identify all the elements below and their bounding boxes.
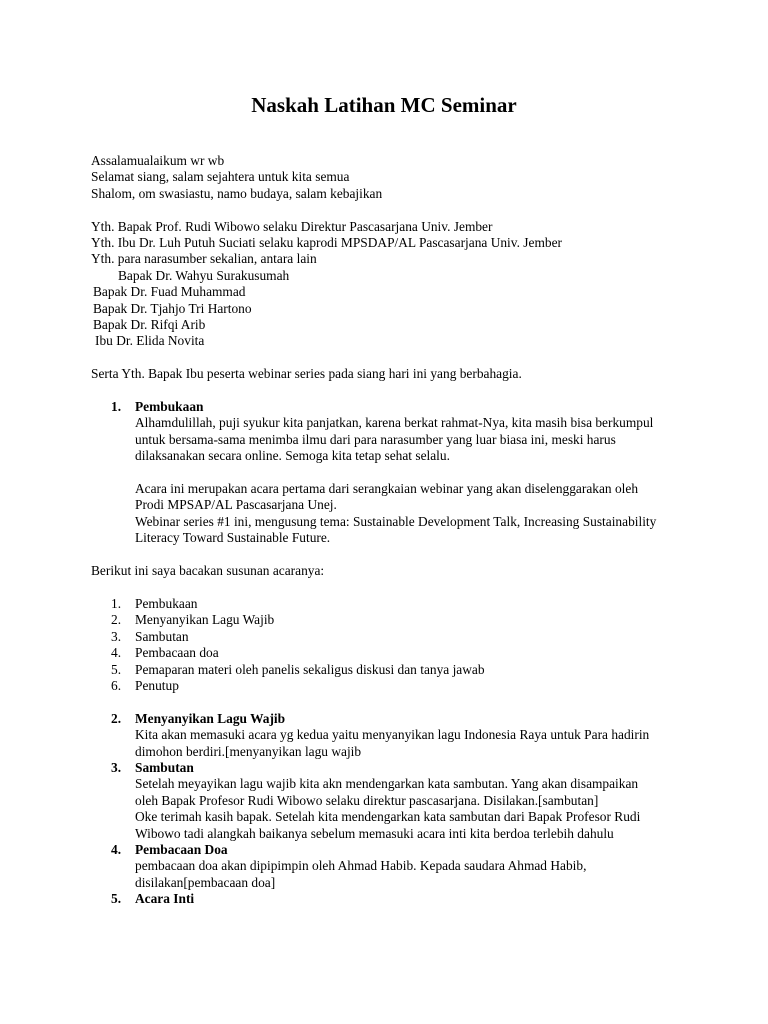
greeting-line: Shalom, om swasiastu, namo budaya, salam kebajikan xyxy=(91,185,383,201)
page-title: Naskah Latihan MC Seminar xyxy=(251,93,517,117)
paragraph-line: Wibowo tadi alangkah baikanya sebelum memasuki acara inti kita berdoa terlebih dahulu xyxy=(135,825,614,841)
section-acara-inti xyxy=(91,891,691,907)
speaker-line: Ibu Dr. Elida Novita xyxy=(95,333,205,349)
section-title: Pembukaan xyxy=(135,399,204,415)
agenda-text: Sambutan xyxy=(135,628,189,644)
paragraph-line: oleh Bapak Profesor Rudi Wibowo selaku direktur pascasarjana. Disilakan.[sambutan] xyxy=(135,792,599,808)
agenda-item xyxy=(91,678,691,694)
serta-line: Serta Yth. Bapak Ibu peserta webinar series pada siang hari ini yang berbahagia. xyxy=(91,366,522,382)
agenda-number: 4. xyxy=(111,645,122,661)
paragraph-line: Literacy Toward Sustainable Future. xyxy=(135,530,331,546)
section-title: Acara Inti xyxy=(135,891,195,907)
agenda-item xyxy=(91,596,691,612)
agenda-text: Menyanyikan Lagu Wajib xyxy=(135,612,275,628)
paragraph-line: Acara ini merupakan acara pertama dari serangkaian webinar yang akan diselenggarakan oleh xyxy=(135,481,639,497)
paragraph-line: disilakan[pembacaan doa] xyxy=(135,874,276,890)
section-title: Menyanyikan Lagu Wajib xyxy=(135,710,286,726)
agenda-number: 6. xyxy=(111,677,122,693)
speaker-line: Bapak Dr. Wahyu Surakusumah xyxy=(118,267,290,283)
agenda-item xyxy=(91,645,691,661)
paragraph-line: Webinar series #1 ini, mengusung tema: Sustainable Development Talk, Increasing Sustainability xyxy=(135,513,657,529)
agenda-text: Penutup xyxy=(135,677,179,693)
section-number: 1. xyxy=(111,399,122,415)
section-lagu-wajib xyxy=(91,711,691,727)
berikut-line: Berikut ini saya bacakan susunan acaranya: xyxy=(91,563,325,579)
section-pembukaan xyxy=(91,399,691,415)
agenda-text: Pemaparan materi oleh panelis sekaligus diskusi dan tanya jawab xyxy=(135,661,485,677)
agenda-text: Pembukaan xyxy=(135,595,198,611)
section-sambutan xyxy=(91,760,691,776)
agenda-item xyxy=(91,662,691,678)
agenda-item xyxy=(91,629,691,645)
section-pembacaan-doa xyxy=(91,842,691,858)
section-number: 4. xyxy=(111,841,122,857)
paragraph-line: Prodi MPSAP/AL Pascasarjana Unej. xyxy=(135,497,337,513)
paragraph-line: untuk bersama-sama menimba ilmu dari para narasumber yang luar biasa ini, meski harus xyxy=(135,431,616,447)
agenda-number: 2. xyxy=(111,612,122,628)
section-title: Sambutan xyxy=(135,759,194,775)
agenda-number: 3. xyxy=(111,628,122,644)
document-body xyxy=(91,153,691,908)
speaker-line: Bapak Dr. Fuad Muhammad xyxy=(93,284,246,300)
paragraph-line: Oke terimah kasih bapak. Setelah kita mendengarkan kata sambutan dari Bapak Profesor Rudi xyxy=(135,809,641,825)
section-title: Pembacaan Doa xyxy=(135,841,228,857)
paragraph-line: Kita akan memasuki acara yg kedua yaitu menyanyikan lagu Indonesia Raya untuk Para hadirin xyxy=(135,727,650,743)
speaker-line: Bapak Dr. Rifqi Arib xyxy=(93,317,206,333)
agenda-text: Pembacaan doa xyxy=(135,645,219,661)
yth-line: Yth. para narasumber sekalian, antara lain xyxy=(91,251,317,267)
paragraph-line: pembacaan doa akan dipipimpin oleh Ahmad Habib. Kepada saudara Ahmad Habib, xyxy=(135,858,587,874)
greeting-line: Selamat siang, salam sejahtera untuk kita semua xyxy=(91,169,350,185)
paragraph-line: Setelah meyayikan lagu wajib kita akn mendengarkan kata sambutan. Yang akan disampaikan xyxy=(135,776,639,792)
paragraph-line: Alhamdulillah, puji syukur kita panjatkan, karena berkat rahmat-Nya, kita masih bisa berkumpul xyxy=(135,415,654,431)
agenda-item xyxy=(91,612,691,628)
yth-line: Yth. Ibu Dr. Luh Putuh Suciati selaku kaprodi MPSDAP/AL Pascasarjana Univ. Jember xyxy=(91,235,562,251)
section-number: 3. xyxy=(111,759,122,775)
agenda-number: 1. xyxy=(111,595,122,611)
speaker-line: Bapak Dr. Tjahjo Tri Hartono xyxy=(93,300,252,316)
agenda-number: 5. xyxy=(111,661,122,677)
paragraph-line: dimohon berdiri.[menyanyikan lagu wajib xyxy=(135,743,362,759)
greeting-line: Assalamualaikum wr wb xyxy=(91,153,225,168)
paragraph-line: dilaksanakan secara online. Semoga kita tetap sehat selalu. xyxy=(135,448,450,464)
section-number: 5. xyxy=(111,891,122,907)
section-number: 2. xyxy=(111,710,122,726)
yth-line: Yth. Bapak Prof. Rudi Wibowo selaku Direktur Pascasarjana Univ. Jember xyxy=(91,218,493,234)
